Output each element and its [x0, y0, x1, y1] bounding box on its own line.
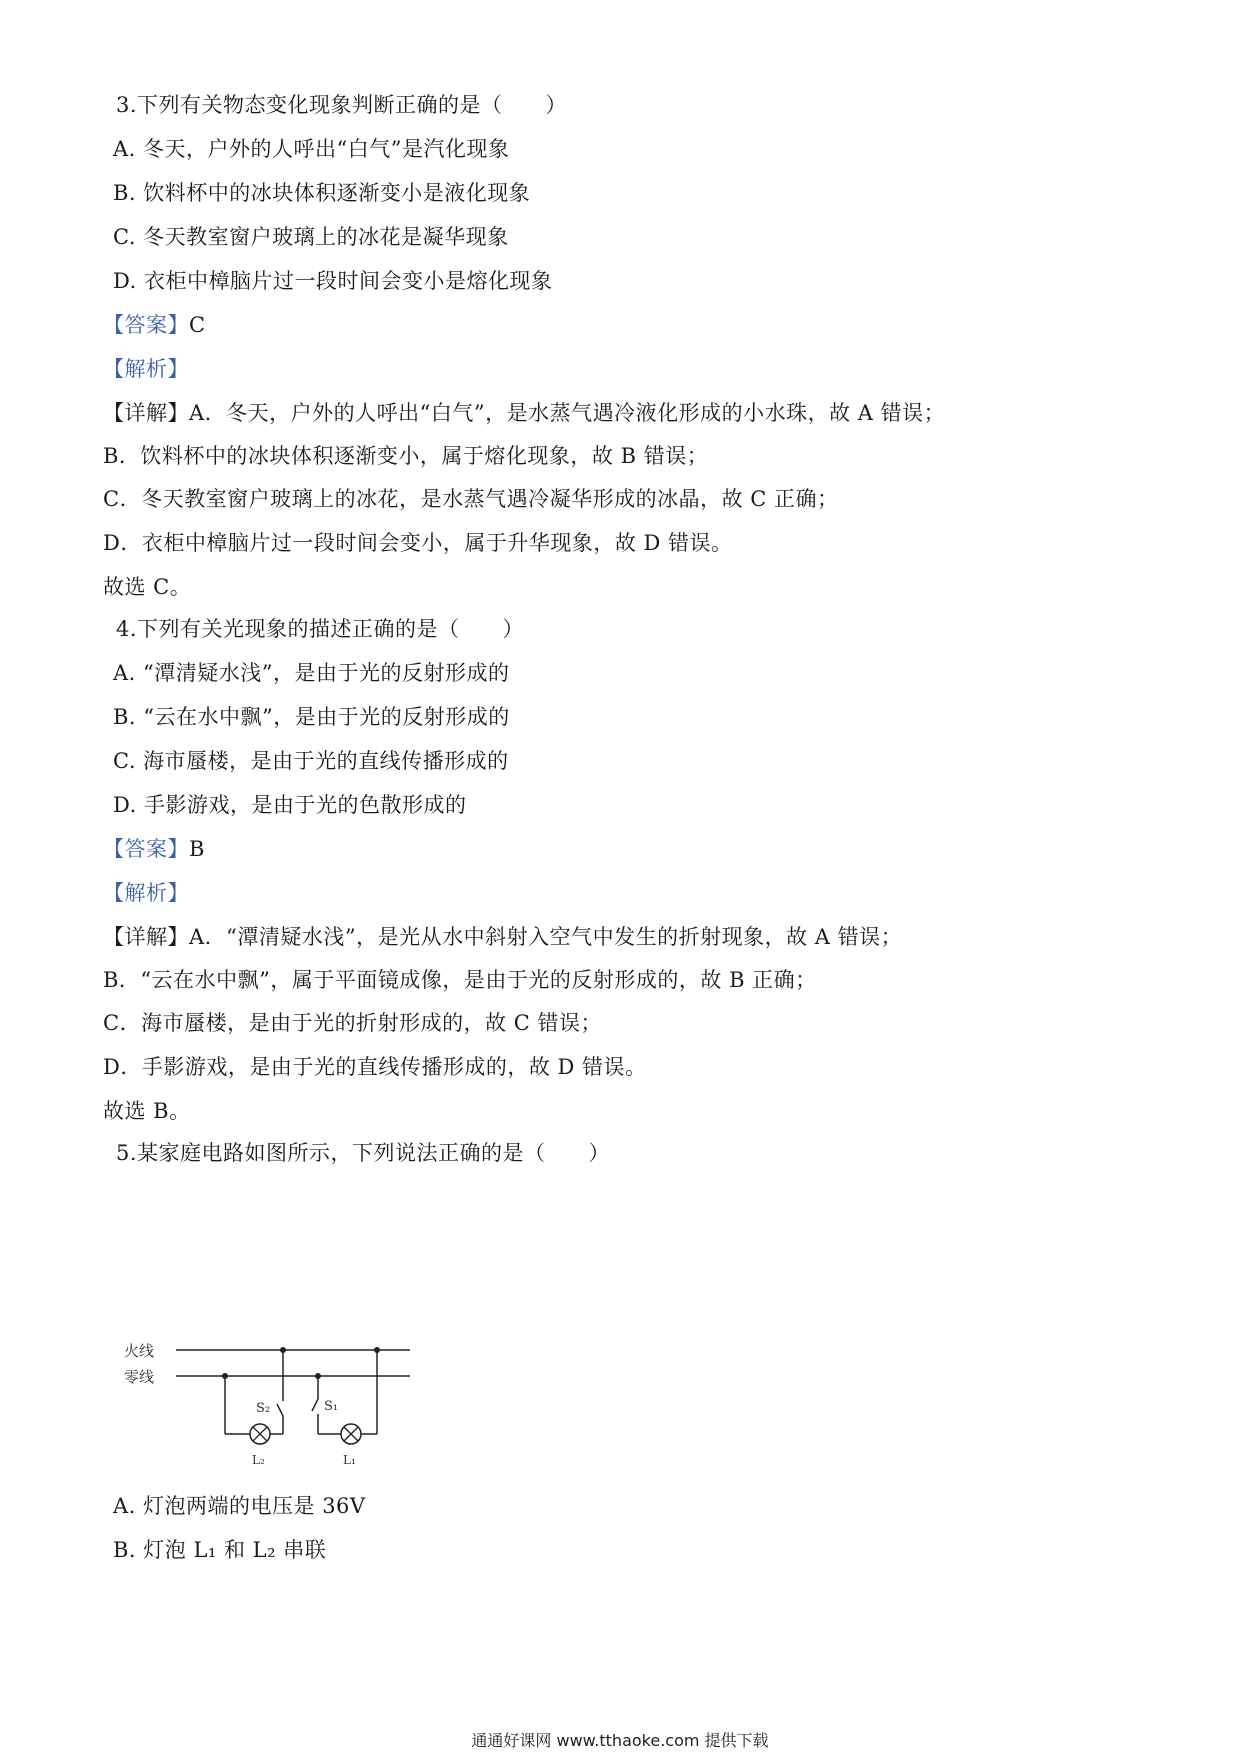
switch-s2-icon	[277, 1404, 283, 1416]
detail-tag: 【详解】	[103, 925, 189, 949]
switch-s1-icon	[312, 1399, 318, 1411]
q3-answer	[103, 310, 206, 340]
q3-stem: 3.下列有关物态变化现象判断正确的是（ ）	[116, 93, 568, 117]
q3-option-b: B. 饮料杯中的冰块体积逐渐变小是液化现象	[113, 181, 531, 205]
q4-answer	[103, 834, 205, 864]
q4-option-b: B. “云在水中飘”，是由于光的反射形成的	[113, 705, 510, 729]
neutral-wire-label: 零线	[124, 1368, 155, 1386]
detail-tag: 【详解】	[103, 401, 189, 425]
lamp-l1-label: L₁	[343, 1453, 356, 1467]
q4-option-a: A. “潭清疑水浅”，是由于光的反射形成的	[113, 661, 510, 685]
lamp-l2-label: L₂	[252, 1453, 265, 1467]
q3-answer-value: C	[189, 313, 206, 337]
q4-detail-line-1: 【详解】A．“潭清疑水浅”，是光从水中斜射入空气中发生的折射现象，故 A 错误；	[103, 925, 903, 949]
q3-detail-line-4: D．衣柜中樟脑片过一段时间会变小，属于升华现象，故 D 错误。	[103, 531, 733, 555]
q3-conclusion: 故选 C。	[103, 575, 192, 599]
switch-s2-label: S₂	[256, 1401, 271, 1416]
switch-s1-label: S₁	[324, 1399, 339, 1414]
q3-analysis-tag: 【解析】	[103, 357, 189, 381]
q5-stem: 5.某家庭电路如图所示，下列说法正确的是（ ）	[116, 1141, 611, 1165]
q4-analysis-tag: 【解析】	[103, 881, 189, 905]
q4-option-c: C. 海市蜃楼，是由于光的直线传播形成的	[113, 749, 509, 773]
household-circuit-diagram	[118, 1330, 418, 1470]
q3-detail-line-2: B．饮料杯中的冰块体积逐渐变小，属于熔化现象，故 B 错误；	[103, 444, 709, 468]
page-footer: 通通好课网 www.tthaoke.com 提供下载	[471, 1731, 769, 1750]
q4-stem: 4.下列有关光现象的描述正确的是（ ）	[116, 617, 525, 641]
q3-detail-line-1: 【详解】A．冬天，户外的人呼出“白气”，是水蒸气遇冷液化形成的小水珠，故 A 错误；	[103, 401, 946, 425]
answer-tag: 【答案】	[103, 313, 189, 337]
q5-option-a: A. 灯泡两端的电压是 36V	[113, 1494, 366, 1518]
answer-tag: 【答案】	[103, 837, 189, 861]
q3-option-c: C. 冬天教室窗户玻璃上的冰花是凝华现象	[113, 225, 509, 249]
q4-detail-line-3: C．海市蜃楼，是由于光的折射形成的，故 C 错误；	[103, 1011, 602, 1035]
q4-option-d: D. 手影游戏，是由于光的色散形成的	[113, 793, 467, 817]
q3-option-d: D. 衣柜中樟脑片过一段时间会变小是熔化现象	[113, 269, 553, 293]
q4-detail-line-2: B．“云在水中飘”，属于平面镜成像，是由于光的反射形成的，故 B 正确；	[103, 968, 817, 992]
q4-answer-value: B	[189, 837, 205, 861]
q4-conclusion: 故选 B。	[103, 1099, 191, 1123]
q3-option-a: A. 冬天，户外的人呼出“白气”是汽化现象	[113, 137, 510, 161]
q5-option-b: B. 灯泡 L₁ 和 L₂ 串联	[113, 1538, 327, 1562]
q4-detail-line-4: D．手影游戏，是由于光的直线传播形成的，故 D 错误。	[103, 1055, 647, 1079]
live-wire-label: 火线	[124, 1342, 155, 1360]
q3-detail-line-3: C．冬天教室窗户玻璃上的冰花，是水蒸气遇冷凝华形成的冰晶，故 C 正确；	[103, 487, 839, 511]
